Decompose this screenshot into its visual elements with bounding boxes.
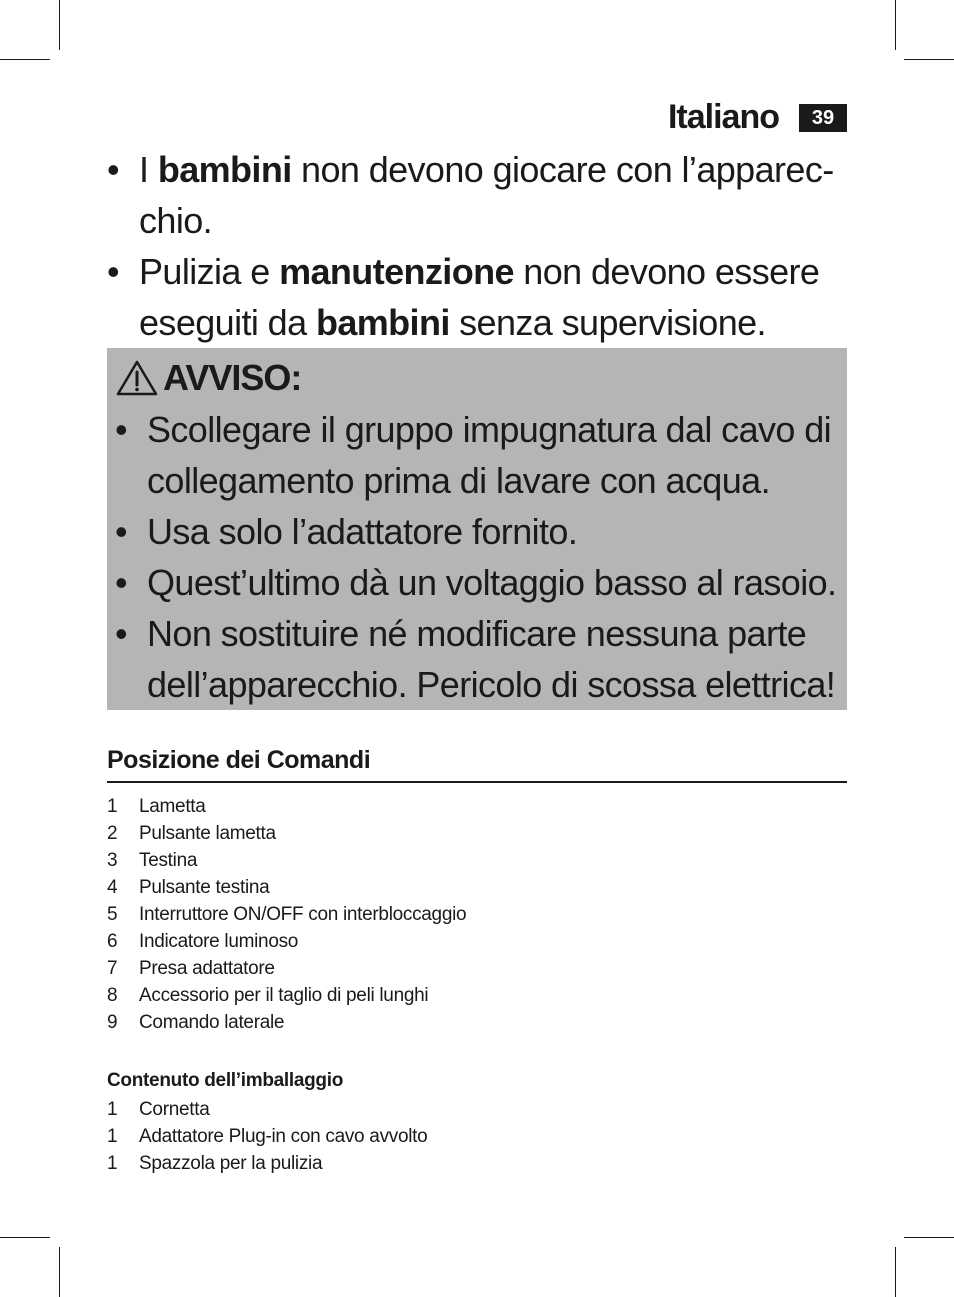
list-item — [107, 1150, 847, 1177]
item-number: 1 — [107, 796, 118, 817]
item-label: Presa adattatore — [139, 958, 275, 979]
item-label: Pulsante lametta — [139, 823, 276, 844]
item-quantity: 1 — [107, 1153, 118, 1174]
crop-mark — [0, 59, 50, 60]
item-number: 5 — [107, 904, 118, 925]
item-quantity: 1 — [107, 1126, 118, 1147]
bold-text: bambini — [315, 302, 450, 343]
item-number: 9 — [107, 1012, 118, 1033]
page-header — [668, 98, 847, 137]
item-label: Comando laterale — [139, 1012, 285, 1033]
crop-mark — [895, 0, 896, 50]
item-label: Lametta — [139, 796, 206, 817]
list-item — [107, 793, 847, 820]
text: senza supervisione. — [449, 302, 766, 343]
list-item — [107, 1123, 847, 1150]
item-label: Cornetta — [139, 1099, 210, 1120]
text: non devono essere eseguiti da — [139, 251, 820, 343]
crop-mark — [895, 1247, 896, 1297]
warning-item: • Non sostituire né modificare nessuna parte dell’apparecchio. Pericolo di scossa elettrica! — [115, 608, 841, 710]
warning-item: • Scollegare il gruppo impugnatura dal cavo di collegamento prima di lavare con acqua. — [115, 404, 841, 506]
page-number: 39 — [799, 104, 847, 132]
item-label: Interruttore ON/OFF con interbloccaggio — [139, 904, 467, 925]
warning-triangle-icon — [115, 359, 159, 397]
list-item — [107, 982, 847, 1009]
package-list — [107, 1096, 847, 1177]
section-title: Posizione dei Comandi — [107, 746, 847, 783]
list-item — [107, 928, 847, 955]
list-item — [107, 874, 847, 901]
crop-mark — [904, 59, 954, 60]
intro-bullet — [107, 144, 847, 246]
crop-mark — [59, 0, 60, 50]
list-item — [107, 901, 847, 928]
warning-item: • Quest’ultimo dà un voltaggio basso al rasoio. — [115, 557, 841, 608]
item-label: Indicatore luminoso — [139, 931, 299, 952]
list-item — [107, 820, 847, 847]
list-item — [107, 1096, 847, 1123]
item-number: 6 — [107, 931, 118, 952]
crop-mark — [904, 1237, 954, 1238]
text: non devono giocare con l’apparec-chio. — [139, 149, 834, 241]
controls-list — [107, 793, 847, 1036]
warning-title-text: AVVISO: — [163, 357, 302, 398]
list-item — [107, 1009, 847, 1036]
text: Pulizia e — [139, 251, 280, 292]
item-number: 3 — [107, 850, 118, 871]
package-section — [107, 1070, 847, 1177]
item-quantity: 1 — [107, 1099, 118, 1120]
bold-text: manutenzione — [279, 251, 514, 292]
warning-box — [107, 348, 847, 710]
language-label: Italiano — [667, 98, 779, 136]
item-label: Adattatore Plug-in con cavo avvolto — [139, 1126, 428, 1147]
list-item — [107, 955, 847, 982]
controls-section — [107, 746, 847, 1036]
warning-item: • Usa solo l’adattatore fornito. — [115, 506, 841, 557]
warning-title — [115, 352, 841, 404]
text: I — [139, 149, 158, 190]
crop-mark — [59, 1247, 60, 1297]
intro-bullets — [107, 144, 847, 348]
item-number: 4 — [107, 877, 118, 898]
item-label: Testina — [139, 850, 198, 871]
item-label: Accessorio per il taglio di peli lunghi — [139, 985, 429, 1006]
list-item — [107, 847, 847, 874]
intro-bullet — [107, 246, 847, 348]
item-label: Pulsante testina — [139, 877, 270, 898]
crop-mark — [0, 1237, 50, 1238]
bold-text: bambini — [157, 149, 292, 190]
item-number: 2 — [107, 823, 118, 844]
section-subtitle: Contenuto dell’imballaggio — [107, 1070, 344, 1091]
item-number: 8 — [107, 985, 118, 1006]
item-number: 7 — [107, 958, 118, 979]
item-label: Spazzola per la pulizia — [139, 1153, 323, 1174]
